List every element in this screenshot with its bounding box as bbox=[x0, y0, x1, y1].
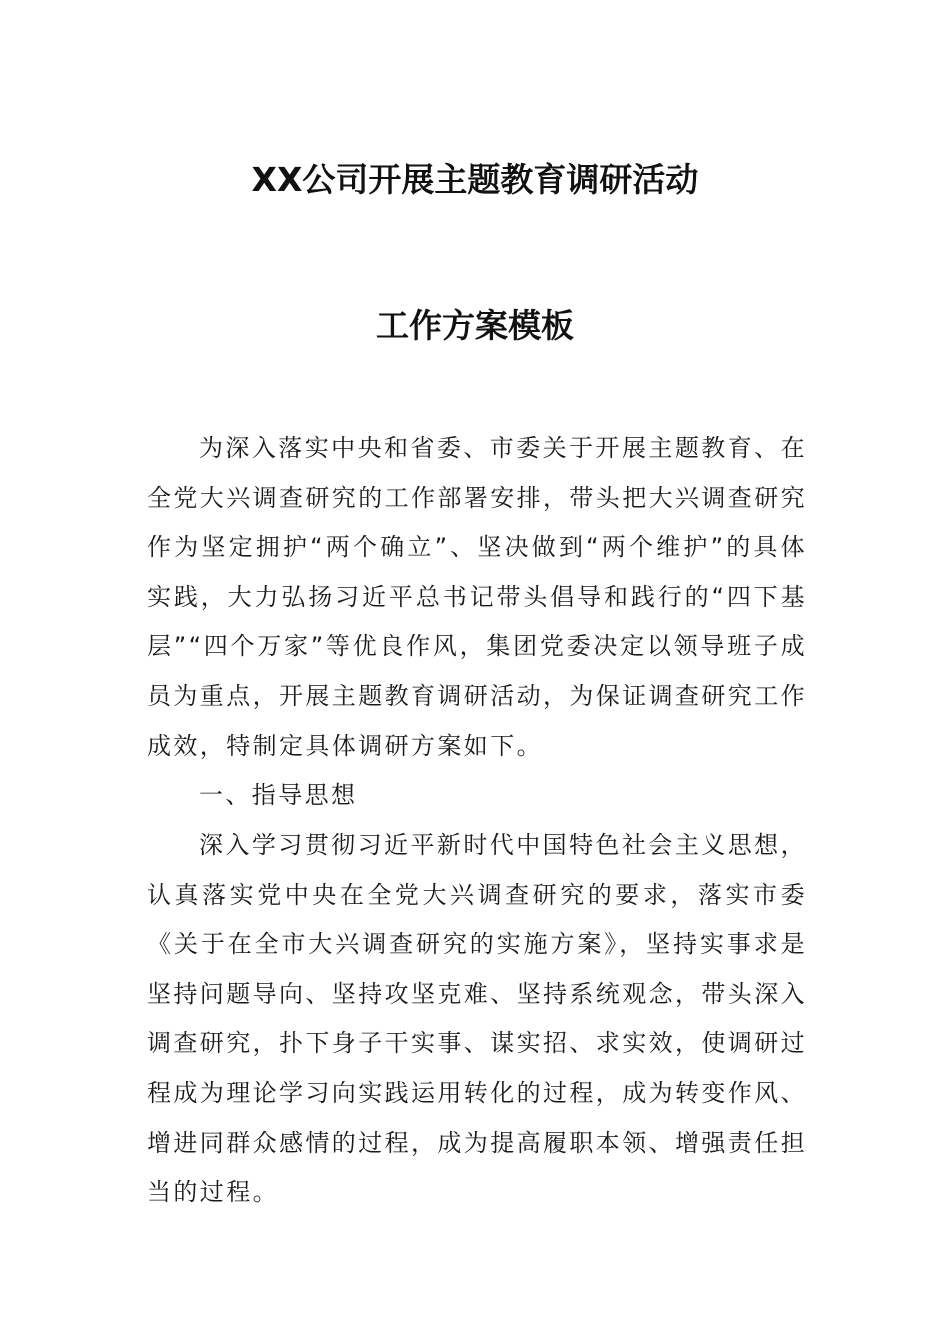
section-heading-guiding-ideology: 一、指导思想 bbox=[199, 781, 358, 809]
guiding-ideology-paragraph: 深入学习贯彻习近平新时代中国特色社会主义思想，认真落实党中央在全党大兴调查研究的要求，落实市委《关于在全市大兴调查研究的实施方案》，坚持实事求是坚持问题导向、坚持攻坚克难、坚持系统观念，带头深入调查研究，扑下身子干实事、谋实招、求实效，使调研过程成为理论学习向实践运用转化的过程，成为转变作风、增进同群众感情的过程，成为提高履职本领、增强责任担当的过程。 bbox=[147, 831, 807, 1207]
document-title-line1: XX公司开展主题教育调研活动 bbox=[251, 160, 699, 199]
intro-paragraph: 为深入落实中央和省委、市委关于开展主题教育、在全党大兴调查研究的工作部署安排，带头把大兴调查研究作为坚定拥护“两个确立”、坚决做到“两个维护”的具体实践，大力弘扬习近平总书记带头倡导和践行的“四下基层”“四个万家”等优良作风，集团党委决定以领导班子成员为重点，开展主题教育调研活动，为保证调查研究工作成效，特制定具体调研方案如下。 bbox=[147, 434, 807, 760]
document-title-line2: 工作方案模板 bbox=[376, 306, 574, 345]
